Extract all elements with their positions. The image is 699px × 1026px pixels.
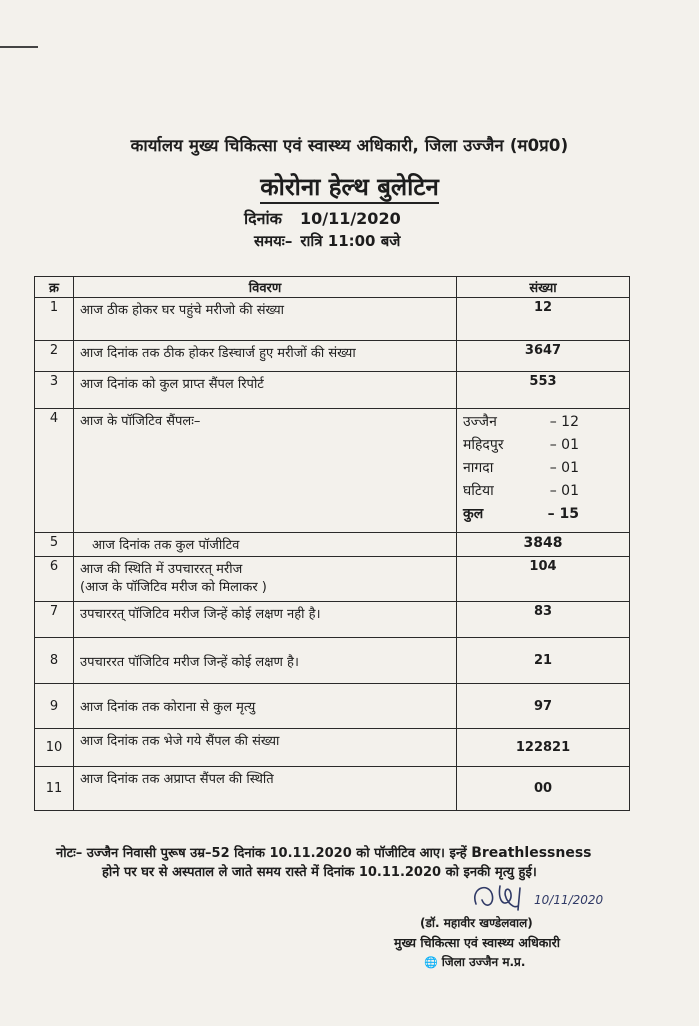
table-row	[35, 372, 630, 409]
breakdown-item: घटिया – 01	[463, 483, 579, 499]
row-number: 11	[35, 767, 74, 811]
bulletin-title: कोरोना हेल्थ बुलेटिन	[0, 170, 699, 203]
row-value: 12	[457, 298, 630, 341]
table-row	[35, 341, 630, 372]
col-header-desc: विवरण	[74, 277, 457, 298]
breakdown-item: नागदा – 01	[463, 460, 579, 476]
row-description: उपचाररत् पॉजिटिव मरीज जिन्हें कोई लक्षण नही है।	[74, 602, 457, 638]
row-description	[74, 557, 457, 602]
table-row	[35, 533, 630, 557]
breakdown-item: महिदपुर – 01	[463, 437, 579, 453]
handwritten-date: 10/11/2020	[534, 893, 604, 907]
breakdown-item: उज्जैन – 12	[463, 414, 579, 430]
row-value: 3647	[457, 341, 630, 372]
row-number: 5	[35, 533, 74, 557]
note-label: नोटः–	[56, 846, 83, 861]
bulletin-table	[34, 276, 630, 811]
table-header-row	[35, 277, 630, 298]
note-line1: उज्जैन निवासी पुरूष उम्र–52 दिनांक 10.11.2020 को पॉजीटिव आए। इन्हें	[86, 846, 467, 861]
table-row	[35, 767, 630, 811]
time-value: रात्रि 11:00 बजे	[300, 232, 401, 250]
table-row	[35, 729, 630, 767]
row-description: आज दिनांक तक कुल पॉजीटिव	[74, 533, 457, 557]
note-line2: होने पर घर से अस्पताल ले जाते समय रास्ते में दिनांक 10.11.2020 को इनकी मृत्यु हुई।	[102, 865, 537, 880]
row-description: आज के पॉजिटिव सैंपलः–	[74, 409, 457, 533]
row-number: 3	[35, 372, 74, 409]
row-number: 9	[35, 684, 74, 729]
row-value: 21	[457, 638, 630, 684]
date-value: 10/11/2020	[299, 209, 401, 228]
row-description: आज दिनांक को कुल प्राप्त सैंपल रिपोर्ट	[74, 372, 457, 409]
table-row	[35, 602, 630, 638]
date-line	[244, 207, 401, 229]
row-value: 83	[457, 602, 630, 638]
date-label: दिनांक	[244, 209, 282, 228]
handwritten-signature	[462, 880, 622, 914]
row-value: 97	[457, 684, 630, 729]
row-description-line2: (आज के पॉजिटिव मरीज को मिलाकर )	[80, 580, 267, 595]
table-row	[35, 557, 630, 602]
col-header-no: क्र	[35, 277, 74, 298]
row-description: उपचाररत पॉजिटिव मरीज जिन्हें कोई लक्षण है।	[74, 638, 457, 684]
row-description: आज दिनांक तक भेजे गये सैंपल की संख्या	[74, 729, 457, 767]
table-row	[35, 409, 630, 533]
row-value: 00	[457, 767, 630, 811]
row-description-line1: आज की स्थिति में उपचाररत् मरीज	[80, 562, 243, 577]
signatory-title: मुख्य चिकित्सा एवं स्वास्थ्य अधिकारी	[394, 935, 560, 950]
signatory-name: (डॉ. महावीर खण्डेलवाल)	[420, 916, 533, 930]
page-edge-mark	[0, 46, 38, 48]
signatory-place: 🌐 जिला उज्जैन म.प्र.	[424, 955, 526, 969]
breakdown-total: कुल – 15	[463, 506, 579, 522]
row-value: 553	[457, 372, 630, 409]
row-number: 10	[35, 729, 74, 767]
row-value: 104	[457, 557, 630, 602]
row-number: 4	[35, 409, 74, 533]
note-line1-english: Breathlessness	[471, 845, 592, 861]
row-value: 122821	[457, 729, 630, 767]
col-header-count: संख्या	[457, 277, 630, 298]
table-row	[35, 638, 630, 684]
table-row	[35, 298, 630, 341]
row-number: 2	[35, 341, 74, 372]
office-heading: कार्यालय मुख्य चिकित्सा एवं स्वास्थ्य अधिकारी, जिला उज्जैन (म0प्र0)	[130, 136, 569, 155]
row-number: 1	[35, 298, 74, 341]
time-line	[254, 231, 400, 251]
row-description: आज दिनांक तक ठीक होकर डिस्चार्ज हुए मरीजों की संख्या	[74, 341, 457, 372]
row-number: 6	[35, 557, 74, 602]
note-section	[56, 844, 656, 882]
row-description: आज दिनांक तक कोराना से कुल मृत्यु	[74, 684, 457, 729]
seal-mark-icon: 🌐	[424, 956, 438, 969]
row-value: 3848	[457, 533, 630, 557]
row-description: आज दिनांक तक अप्राप्त सैंपल की स्थिति	[74, 767, 457, 811]
row-number: 8	[35, 638, 74, 684]
district-breakdown	[457, 409, 630, 533]
row-number: 7	[35, 602, 74, 638]
row-description: आज ठीक होकर घर पहुंचे मरीजो की संख्या	[74, 298, 457, 341]
time-label: समयः–	[254, 232, 293, 250]
table-row	[35, 684, 630, 729]
